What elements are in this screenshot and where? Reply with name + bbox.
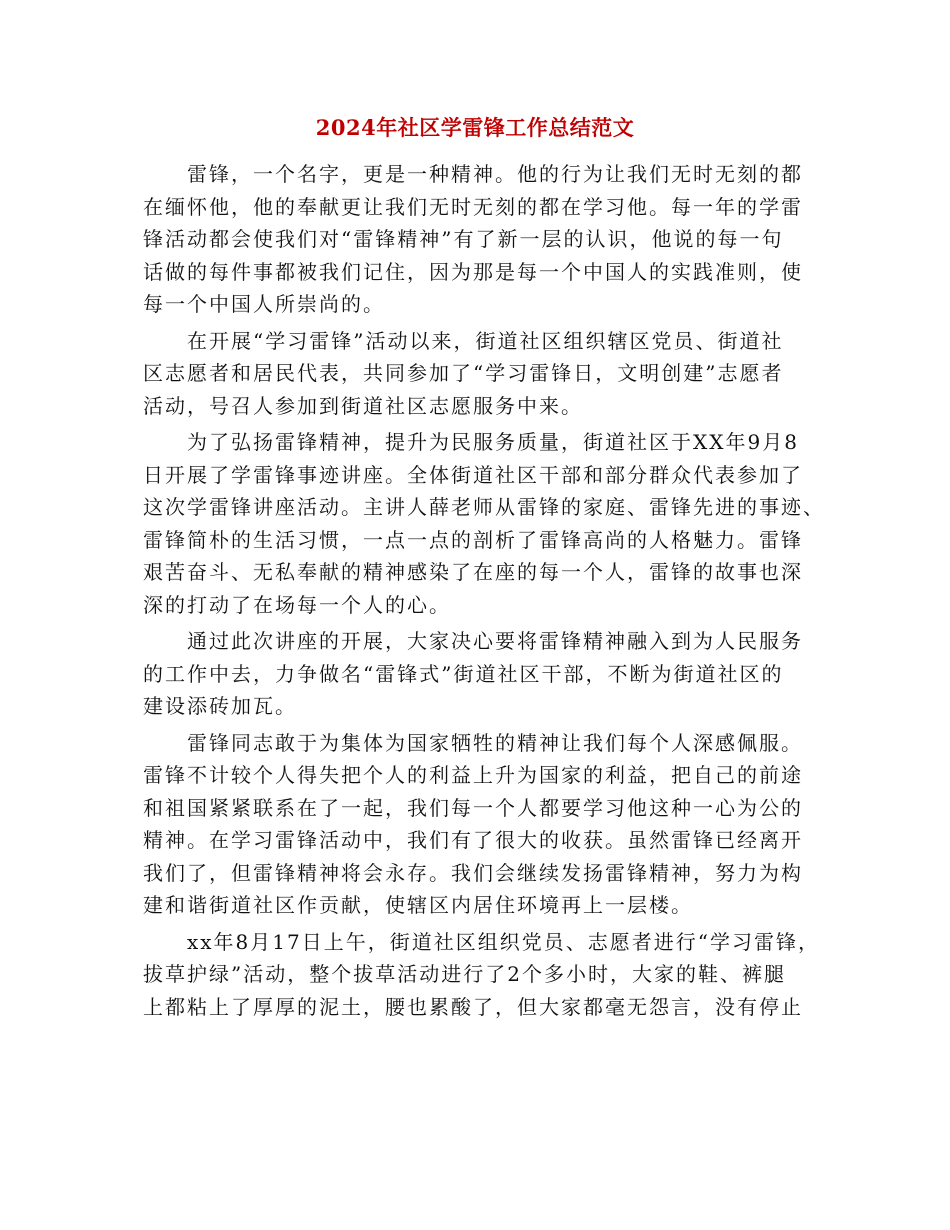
text-line: 深的打动了在场每一个人的心。 <box>143 592 451 617</box>
paragraph-5 <box>143 727 815 922</box>
text-line: 为了弘扬雷锋精神，提升为民服务质量，街道社区于XX年9月8 <box>187 430 799 454</box>
text-line: 精神。在学习雷锋活动中，我们有了很大的收获。虽然雷锋已经离开 <box>143 828 803 852</box>
document-title: 2024年社区学雷锋工作总结范文 <box>315 115 635 140</box>
text-line: 雷锋不计较个人得失把个人的利益上升为国家的利益，把自己的前途 <box>143 763 803 787</box>
paragraph-6 <box>143 926 820 1024</box>
paragraph-1 <box>143 158 815 321</box>
text-line: 建和谐街道社区作贡献，使辖区内居住环境再上一层楼。 <box>143 893 693 917</box>
text-line: 活动，号召人参加到街道社区志愿服务中来。 <box>143 393 583 418</box>
text-line: 的工作中去，力争做名“雷锋式”街道社区干部，不断为街道社区的 <box>143 661 784 686</box>
text-line: 这次学雷锋讲座活动。主讲人薛老师从雷锋的家庭、雷锋先进的事迹、 <box>143 495 825 519</box>
text-line: 通过此次讲座的开展，大家决心要将雷锋精神融入到为人民服务 <box>187 629 803 653</box>
text-line: 拔草护绿”活动，整个拔草活动进行了2个多小时，大家的鞋、裤腿 <box>143 962 786 986</box>
text-line: 雷锋简朴的生活习惯，一点一点的剖析了雷锋高尚的人格魅力。雷锋 <box>143 527 803 552</box>
text-line: 上都粘上了厚厚的泥土，腰也累酸了，但大家都毫无怨言，没有停止 <box>143 994 803 1019</box>
text-line: 在缅怀他，他的奉献更让我们无时无刻的都在学习他。每一年的学雷 <box>143 194 803 219</box>
text-line: 艰苦奋斗、无私奉献的精神感染了在座的每一个人，雷锋的故事也深 <box>143 560 803 584</box>
text-line: 锋活动都会使我们对“雷锋精神”有了新一层的认识，他说的每一句 <box>143 227 784 251</box>
text-line: xx年8月17日上午，街道社区组织党员、志愿者进行“学习雷锋， <box>187 929 820 954</box>
text-line: 我们了，但雷锋精神将会永存。我们会继续发扬雷锋精神，努力为构 <box>143 860 803 885</box>
text-line: 和祖国紧紧联系在了一起，我们每一个人都要学习他这种一心为公的 <box>143 795 803 820</box>
paragraph-4 <box>143 625 815 723</box>
text-line: 区志愿者和居民代表，共同参加了“学习雷锋日，文明创建”志愿者 <box>143 361 784 385</box>
text-line: 雷锋同志敢于为集体为国家牺牲的精神让我们每个人深感佩服。 <box>187 730 803 755</box>
text-line: 雷锋，一个名字，更是一种精神。他的行为让我们无时无刻的都 <box>187 162 803 186</box>
document-body <box>143 158 825 1023</box>
text-line: 日开展了学雷锋事迹讲座。全体街道社区干部和部分群众代表参加了 <box>143 462 803 487</box>
paragraph-2 <box>143 325 815 423</box>
text-line: 在开展“学习雷锋”活动以来，街道社区组织辖区党员、街道社 <box>187 328 784 353</box>
text-line: 每一个中国人所崇尚的。 <box>143 292 385 316</box>
paragraph-3 <box>143 426 825 621</box>
text-line: 建设添砖加瓦。 <box>143 694 297 718</box>
text-line: 话做的每件事都被我们记住，因为那是每一个中国人的实践准则，使 <box>143 259 803 284</box>
